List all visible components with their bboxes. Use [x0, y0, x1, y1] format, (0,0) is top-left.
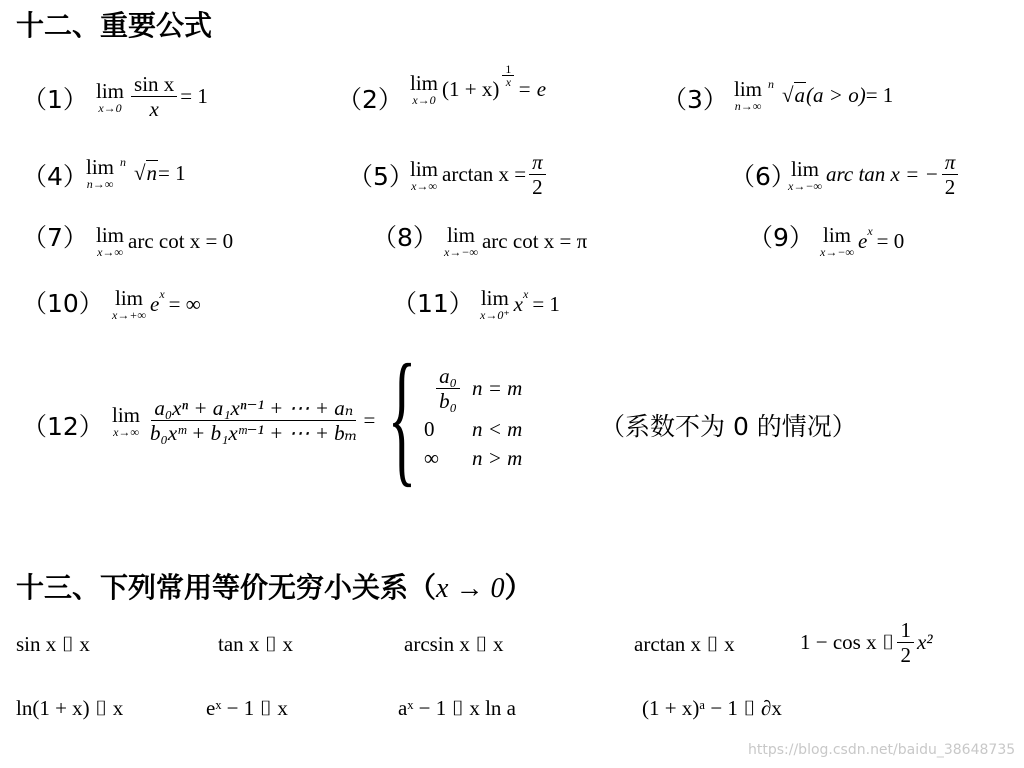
limit-operator: lim x→∞ [410, 156, 439, 193]
formula-label-1: （1） [22, 85, 88, 114]
section-13-heading-math: x → 0 [436, 573, 505, 604]
fraction: $\frac{\text{sin x}}{x}$ [131, 72, 177, 121]
nth-root: n √n [120, 154, 158, 185]
formula-exponent: x [159, 286, 165, 301]
section-13-heading-close: ） [504, 571, 533, 604]
formula-expression: arc cot x = 0 [128, 228, 234, 253]
formula-label-2: （2） [337, 85, 403, 114]
equivalent-arcsin: arcsin x ⌷ x [404, 632, 504, 656]
piecewise-cases [363, 334, 552, 500]
equivalent-cos-left: 1 − cos x ⌷ [800, 630, 895, 654]
equals-sign: = [363, 408, 376, 432]
limit-operator: lim x→0⁺ [480, 286, 510, 322]
limit-operator: lim x→−∞ [444, 223, 478, 259]
formula-base: e [149, 291, 160, 316]
fraction: $\frac{\pi}{2}$ [529, 150, 546, 199]
formula-6 [788, 150, 961, 199]
formula-label-4: （4） [22, 162, 88, 191]
formula-label-3: （3） [662, 85, 728, 114]
equivalent-ln: ln(1 + x) ⌷ x [16, 696, 124, 720]
formula-1 [96, 72, 208, 121]
formula-expression: arctan x = [442, 162, 527, 186]
formula-label-7: （7） [22, 223, 88, 252]
section-12-heading: 十二、重要公式 [16, 9, 213, 42]
case-3-condition: n > m [472, 445, 523, 470]
limit-operator: lim x→0 [96, 78, 125, 115]
case-3-value: ∞ [424, 445, 439, 470]
formula-rhs: = 1 [865, 82, 894, 107]
formula-rhs: = 1 [180, 84, 208, 108]
limit-operator: lim n→∞ [734, 77, 763, 113]
equivalent-binomial: (1 + x)ᵃ − 1 ⌷ ∂x [642, 696, 782, 720]
case-1-value: $\frac{\text{a₀}}{\text{b₀}}$ [424, 364, 472, 413]
section-13-heading-text: 十三、下列常用等价无穷小关系（ [16, 571, 437, 604]
formula-label-11: （11） [392, 289, 474, 318]
formula-12 [112, 396, 375, 445]
case-1-condition: n = m [472, 375, 523, 400]
formula-4 [86, 156, 186, 190]
limit-operator: lim x→0 [410, 71, 439, 107]
formula-expression: arc tan x = − [825, 162, 939, 186]
equivalent-arctan: arctan x ⌷ x [634, 632, 735, 656]
formula-rhs: = ∞ [168, 291, 201, 316]
formula-exponent: x [867, 223, 873, 238]
formula-5 [410, 150, 549, 199]
limit-operator: lim x→∞ [96, 223, 125, 259]
formula-8 [444, 224, 587, 258]
fraction: $\frac{\pi}{2}$ [942, 150, 959, 199]
formula-label-12: （12） [22, 412, 104, 441]
fraction: $\frac{\text{a₀xⁿ + a₁xⁿ⁻¹ + ⋯ + aₙ}}{\text{b₀xᵐ + b₁xᵐ⁻¹ + ⋯ + bₘ}}$ [150, 396, 358, 445]
equivalent-sin: sin x ⌷ x [16, 632, 90, 656]
formula-3 [734, 78, 893, 112]
formula-label-10: （10） [22, 289, 104, 318]
formula-base: x [513, 291, 523, 316]
formula-9 [820, 224, 904, 258]
formula-exponent: x [523, 286, 529, 301]
formula-rhs: = 1 [158, 160, 186, 185]
case-grid [424, 364, 552, 471]
nth-root: n √a [768, 76, 806, 107]
limit-operator: lim x→−∞ [788, 156, 822, 193]
limit-operator: lim n→∞ [86, 155, 115, 191]
section-13-heading [16, 566, 532, 606]
formula-12-note: （系数不为 0 的情况） [600, 412, 857, 441]
left-brace: { [387, 334, 417, 500]
formula-10 [112, 287, 201, 321]
limit-operator: lim x→+∞ [112, 286, 146, 322]
formula-condition: (a > o) [806, 82, 866, 107]
watermark: https://blog.csdn.net/baidu_38648735 [748, 742, 1016, 758]
formula-2 [410, 61, 547, 107]
case-2-condition: n < m [472, 416, 523, 441]
fraction: $\frac{1}{2}$ [897, 618, 914, 667]
equivalent-cos [800, 618, 933, 667]
case-2-value: 0 [424, 416, 435, 441]
limit-operator: lim x→−∞ [820, 223, 854, 259]
formula-label-5: （5） [348, 162, 414, 191]
formula-7 [96, 224, 233, 258]
formula-label-6: （6） [730, 162, 796, 191]
formula-base: e [857, 228, 868, 253]
equivalent-power: aˣ − 1 ⌷ x ln a [398, 696, 516, 720]
formula-expression: arc cot x = π [481, 228, 588, 253]
formula-rhs: = 0 [876, 228, 905, 253]
formula-11 [480, 287, 560, 321]
equivalent-exp: eˣ − 1 ⌷ x [206, 696, 288, 720]
formula-rhs: = e [517, 76, 547, 101]
formula-base: (1 + x) [442, 76, 500, 101]
equivalent-tan: tan x ⌷ x [218, 632, 294, 656]
exponent-fraction: $\frac{1}{x}$ [502, 63, 514, 88]
formula-label-8: （8） [372, 223, 438, 252]
formula-label-9: （9） [748, 223, 814, 252]
formula-rhs: = 1 [532, 291, 560, 316]
limit-operator: lim x→∞ [112, 402, 141, 439]
equivalent-cos-right: x² [916, 630, 933, 654]
